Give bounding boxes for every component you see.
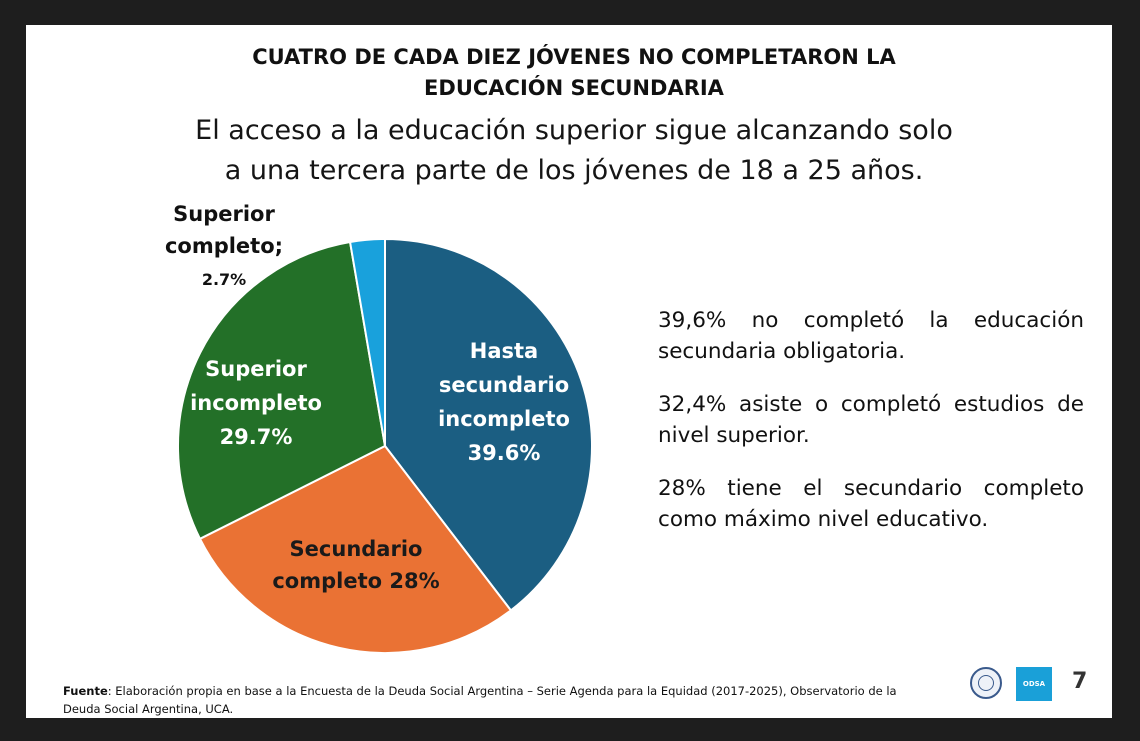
slice-label-line: secundario xyxy=(438,373,570,397)
note-secundario-completo: 28% tiene el secundario completo como máximo nivel educativo. xyxy=(658,476,1084,532)
slide-title-line-2: EDUCACIÓN SECUNDARIA xyxy=(424,76,724,100)
slice-label-line: incompleto xyxy=(190,391,322,415)
note-no-secundario: 39,6% no completó la educación secundaria obligatoria. xyxy=(658,308,1084,364)
slice-label-line: 39.6% xyxy=(467,441,541,465)
slice-label-line: Secundario xyxy=(289,537,423,561)
side-notes xyxy=(658,305,1084,557)
slice-label-line: incompleto xyxy=(438,407,570,431)
odsa-logo: ODSA xyxy=(1016,667,1052,701)
slide-title-line-1: CUATRO DE CADA DIEZ JÓVENES NO COMPLETARON LA xyxy=(252,45,896,69)
page-number: 7 xyxy=(1072,669,1088,694)
source-text: : Elaboración propia en base a la Encuesta de la Deuda Social Argentina – Serie Agenda para la Equidad (2017-2025), Observatorio de la Deuda Social Argentina, UCA. xyxy=(63,684,897,716)
slice-label-line: 29.7% xyxy=(219,425,293,449)
source-label: Fuente xyxy=(63,684,108,698)
slide xyxy=(26,25,1112,718)
slice-label-line: Hasta xyxy=(469,339,539,363)
slide-subtitle-line-1: El acceso a la educación superior sigue alcanzando solo xyxy=(195,115,953,146)
source-note xyxy=(63,682,923,718)
note-superior: 32,4% asiste o completó estudios de nivel superior. xyxy=(658,392,1084,448)
slide-subtitle-line-2: a una tercera parte de los jóvenes de 18 a 25 años. xyxy=(224,155,924,186)
slice-label-line: completo; xyxy=(164,234,284,258)
slice-label-line: Superior xyxy=(173,202,275,226)
slice-label-line: 2.7% xyxy=(201,270,247,289)
uca-seal-logo xyxy=(970,667,1002,699)
slice-label-line: completo 28% xyxy=(272,569,440,593)
slice-label-line: Superior xyxy=(205,357,307,381)
